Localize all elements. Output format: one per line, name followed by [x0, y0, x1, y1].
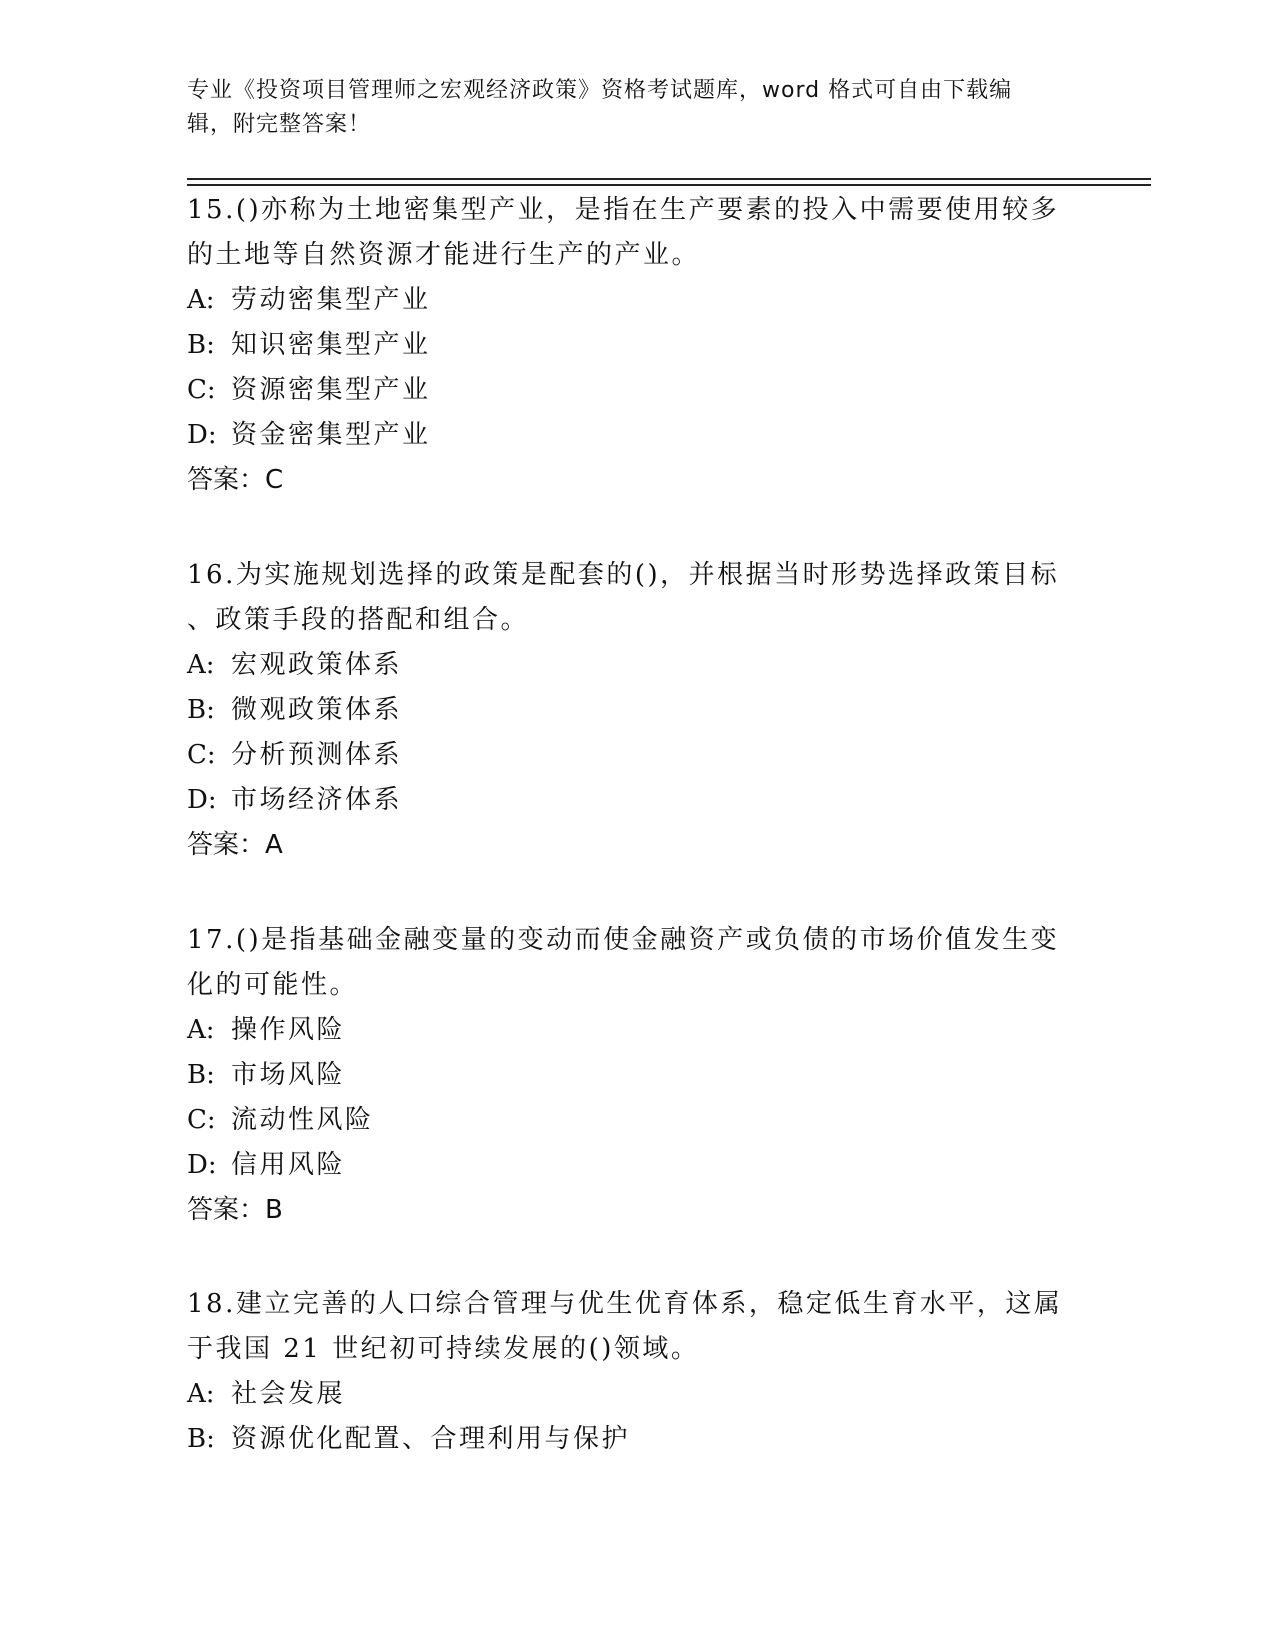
answer: 答案：B — [187, 1195, 283, 1225]
question-stem-line: 的土地等自然资源才能进行生产的产业。 — [187, 240, 701, 270]
option-a — [187, 1372, 1087, 1417]
header-divider-bottom — [187, 184, 1151, 186]
option-text: 资源优化配置、合理利用与保护 — [231, 1424, 631, 1454]
option-text: 流动性风险 — [231, 1105, 374, 1135]
option-key: C: — [187, 740, 216, 770]
question-stem-line: 18.建立完善的人口综合管理与优生优育体系，稳定低生育水平，这属 — [187, 1289, 1063, 1319]
option-key: A: — [187, 650, 215, 680]
option-text: 劳动密集型产业 — [231, 285, 431, 315]
question-stem-line: 、政策手段的搭配和组合。 — [187, 605, 530, 635]
question-15 — [187, 188, 1087, 503]
option-b — [187, 1053, 1087, 1098]
question-17 — [187, 918, 1087, 1233]
option-key: D: — [187, 1150, 217, 1180]
question-stem-line: 化的可能性。 — [187, 970, 359, 1000]
option-c — [187, 733, 1087, 778]
option-d — [187, 1143, 1087, 1188]
option-key: B: — [187, 1424, 215, 1454]
option-text: 知识密集型产业 — [231, 330, 431, 360]
option-text: 资源密集型产业 — [231, 375, 431, 405]
option-key: A: — [187, 1015, 215, 1045]
option-a — [187, 643, 1087, 688]
option-text: 操作风险 — [231, 1015, 346, 1045]
option-a — [187, 278, 1087, 323]
option-b — [187, 1417, 1087, 1462]
option-c — [187, 368, 1087, 413]
option-text: 市场经济体系 — [231, 785, 403, 815]
question-18 — [187, 1282, 1087, 1462]
option-b — [187, 323, 1087, 368]
question-16 — [187, 553, 1087, 868]
option-d — [187, 413, 1087, 458]
option-text: 微观政策体系 — [231, 695, 403, 725]
document-header — [187, 74, 1067, 142]
option-text: 社会发展 — [231, 1379, 346, 1409]
option-text: 资金密集型产业 — [231, 420, 431, 450]
answer: 答案：A — [187, 830, 283, 860]
header-line-2: 辑，附完整答案！ — [187, 112, 372, 137]
option-key: D: — [187, 420, 217, 450]
option-text: 宏观政策体系 — [231, 650, 403, 680]
question-stem-line: 15.()亦称为土地密集型产业，是指在生产要素的投入中需要使用较多 — [187, 195, 1060, 225]
option-text: 市场风险 — [231, 1060, 346, 1090]
option-key: D: — [187, 785, 217, 815]
option-text: 信用风险 — [231, 1150, 346, 1180]
question-stem-line: 于我国 21 世纪初可持续发展的()领域。 — [187, 1334, 700, 1364]
option-c — [187, 1098, 1087, 1143]
option-key: C: — [187, 375, 216, 405]
option-key: B: — [187, 330, 215, 360]
question-stem-line: 16.为实施规划选择的政策是配套的()，并根据当时形势选择政策目标 — [187, 560, 1060, 590]
option-b — [187, 688, 1087, 733]
option-key: B: — [187, 695, 215, 725]
option-key: A: — [187, 1379, 215, 1409]
question-stem-line: 17.()是指基础金融变量的变动而使金融资产或负债的市场价值发生变 — [187, 925, 1060, 955]
option-key: C: — [187, 1105, 216, 1135]
option-d — [187, 778, 1087, 823]
option-key: A: — [187, 285, 215, 315]
answer: 答案：C — [187, 465, 284, 495]
header-divider-top — [187, 178, 1151, 180]
option-text: 分析预测体系 — [231, 740, 403, 770]
option-a — [187, 1008, 1087, 1053]
option-key: B: — [187, 1060, 215, 1090]
header-line-1: 专业《投资项目管理师之宏观经济政策》资格考试题库，word 格式可自由下载编 — [187, 78, 1013, 103]
